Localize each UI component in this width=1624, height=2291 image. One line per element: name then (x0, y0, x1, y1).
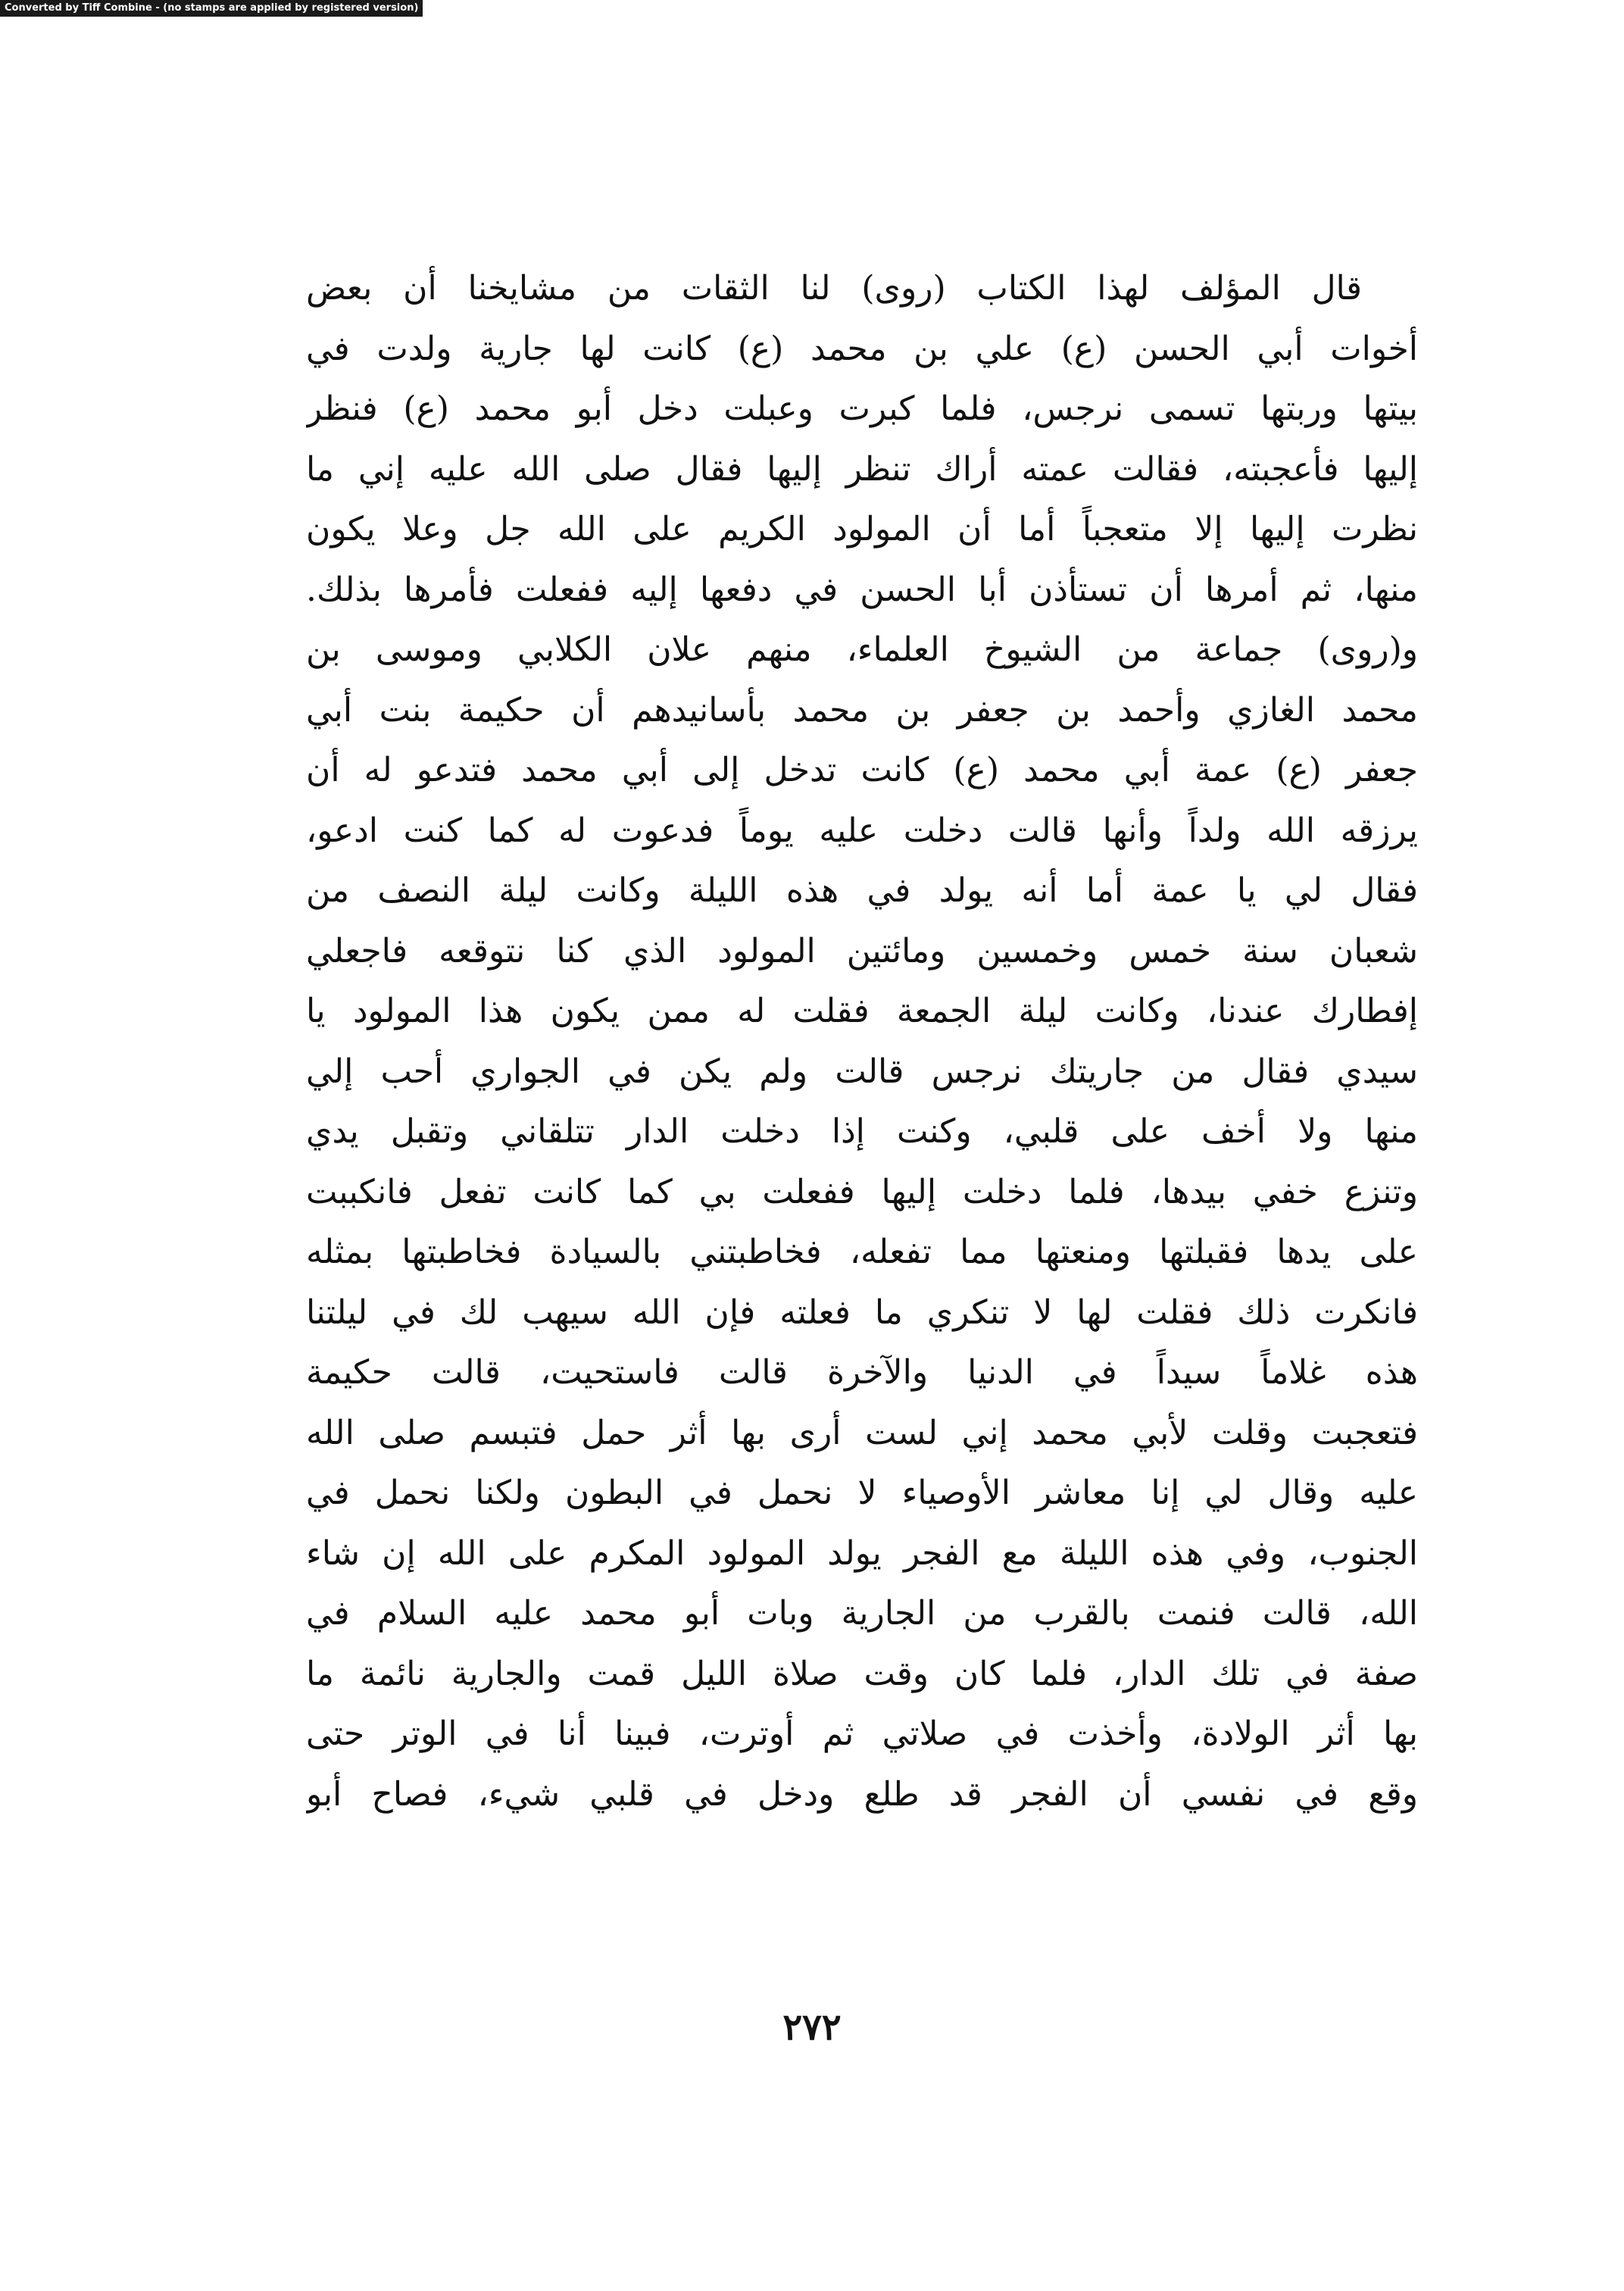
text-line: يرزقه الله ولداً وأنها قالت دخلت عليه يوماً فدعوت له كما كنت ادعو، (306, 811, 1418, 850)
text-line: وقع في نفسي أن الفجر قد طلع ودخل في قلبي شيء، فصاح أبو (306, 1774, 1418, 1814)
text-line: منها، ثم أمرها أن تستأذن أبا الحسن في دفعها إليه ففعلت فأمرها بذلك. (306, 570, 1418, 609)
text-line: صفة في تلك الدار، فلما كان وقت صلاة الليل قمت والجارية نائمة ما (306, 1654, 1418, 1693)
text-line: فتعجبت وقلت لأبي محمد إني لست أرى بها أثر حمل فتبسم صلى الله (306, 1413, 1418, 1452)
page-number: ٢٧٢ (782, 2006, 842, 2049)
text-line: الله، قالت فنمت بالقرب من الجارية وبات أبو محمد عليه السلام في (306, 1594, 1418, 1633)
text-line: إليها فأعجبته، فقالت عمته أراك تنظر إليها فقال صلى الله عليه إني ما (306, 449, 1418, 489)
text-line: سيدي فقال من جاريتك نرجس قالت ولم يكن في الجواري أحب إلي (306, 1052, 1418, 1091)
text-line: أخوات أبي الحسن (ع) علي بن محمد (ع) كانت لها جارية ولدت في (306, 329, 1418, 368)
text-line: محمد الغازي وأحمد بن جعفر بن محمد بأسانيدهم أن حكيمة بنت أبي (306, 690, 1418, 730)
text-line: بيتها وربتها تسمى نرجس، فلما كبرت وعبلت دخل أبو محمد (ع) فنظر (306, 389, 1418, 428)
page-body-text (306, 258, 1418, 1824)
text-line: هذه غلاماً سيداً في الدنيا والآخرة قالت فاستحيت، قالت حكيمة (306, 1353, 1418, 1392)
text-line: عليه وقال لي إنا معاشر الأوصياء لا نحمل في البطون ولكنا نحمل في (306, 1474, 1418, 1512)
text-line: جعفر (ع) عمة أبي محمد (ع) كانت تدخل إلى أبي محمد فتدعو له أن (306, 751, 1418, 789)
text-line: منها ولا أخف على قلبي، وكنت إذا دخلت الدار تتلقاني وتقبل يدي (306, 1112, 1418, 1151)
converter-banner: Converted by Tiff Combine - (no stamps are applied by registered version) (0, 0, 423, 17)
text-line: نظرت إليها إلا متعجباً أما أن المولود الكريم على الله جل وعلا يكون (306, 510, 1418, 549)
text-line: فقال لي يا عمة أما أنه يولد في هذه الليلة وكانت ليلة النصف من (306, 871, 1418, 910)
text-line: الجنوب، وفي هذه الليلة مع الفجر يولد المولود المكرم على الله إن شاء (306, 1533, 1418, 1573)
text-line: قال المؤلف لهذا الكتاب (روى) لنا الثقات من مشايخنا أن بعض (306, 269, 1362, 308)
text-line: على يدها فقبلتها ومنعتها مما تفعله، فخاطبتني بالسيادة فخاطبتها بمثله (306, 1233, 1418, 1271)
text-line: وتنزع خفي بيدها، فلما دخلت إليها ففعلت بي كما كانت تفعل فانكببت (306, 1172, 1418, 1211)
text-line: بها أثر الولادة، وأخذت في صلاتي ثم أوترت، فبينا أنا في الوتر حتى (306, 1714, 1418, 1753)
text-line: و(روى) جماعة من الشيوخ العلماء، منهم علان الكلابي وموسى بن (306, 630, 1418, 669)
text-line: شعبان سنة خمس وخمسين ومائتين المولود الذي كنا نتوقعه فاجعلي (306, 931, 1418, 970)
text-line: فانكرت ذلك فقلت لها لا تنكري ما فعلته فإن الله سيهب لك في ليلتنا (306, 1292, 1418, 1332)
text-line: إفطارك عندنا، وكانت ليلة الجمعة فقلت له ممن يكون هذا المولود يا (306, 992, 1418, 1030)
